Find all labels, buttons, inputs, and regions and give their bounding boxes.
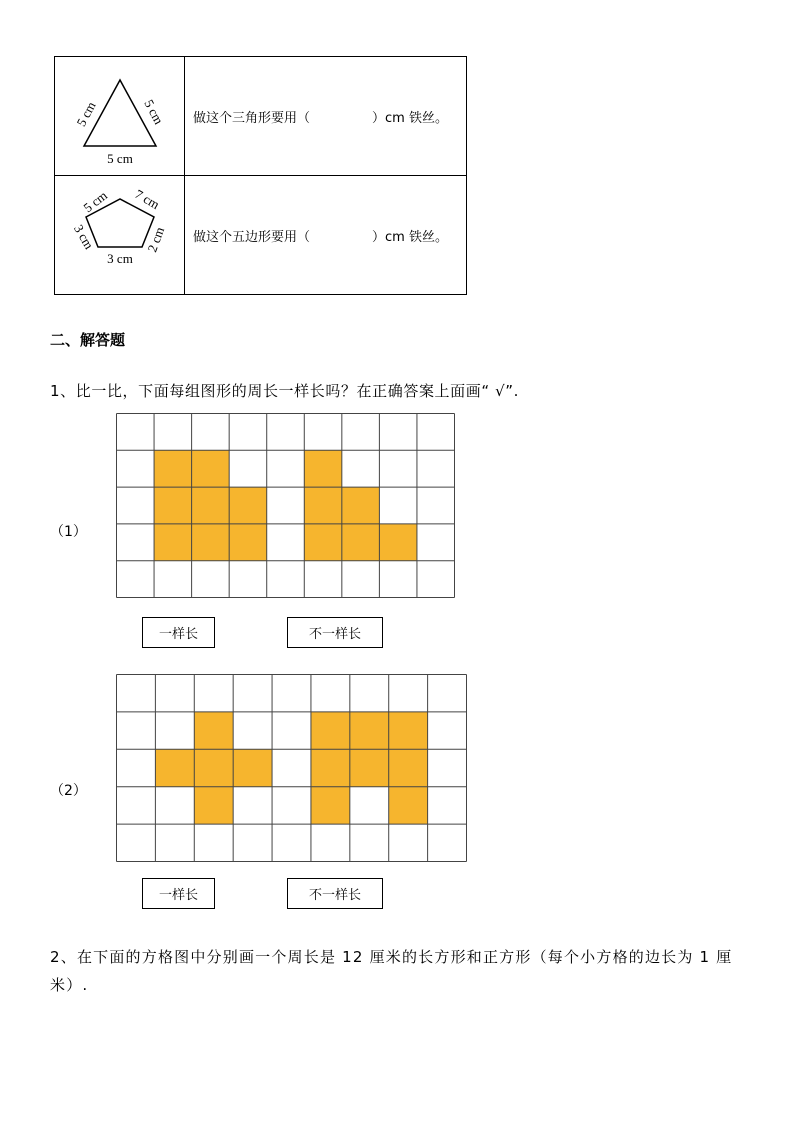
- pentagon-text-after: ）cm 铁丝。: [372, 229, 448, 245]
- triangle-left-label: 5 cm: [72, 99, 99, 129]
- filled-cell: [311, 787, 350, 824]
- filled-cell: [192, 487, 230, 524]
- filled-cell: [311, 712, 350, 749]
- filled-cell: [154, 487, 192, 524]
- square-grid: [116, 413, 455, 598]
- option-same-length-2[interactable]: 一样长: [142, 878, 215, 909]
- question-1-text: 1、比一比，下面每组图形的周长一样长吗？在正确答案上面画“ √”.: [50, 382, 519, 400]
- triangle-figure-cell: [55, 57, 185, 176]
- question-2-text: 2、在下面的方格图中分别画一个周长是 12 厘米的长方形和正方形（每个小方格的边长为 1 厘米）.: [50, 948, 733, 994]
- table-row-triangle: [55, 57, 467, 176]
- triangle-text-before: 做这个三角形要用（: [193, 110, 311, 126]
- filled-cell: [229, 487, 267, 524]
- part-1-label: （1）: [50, 524, 87, 540]
- pentagon-question: [185, 176, 467, 295]
- option-different-length-1[interactable]: 不一样长: [287, 617, 383, 648]
- filled-cell: [389, 787, 428, 824]
- filled-cell: [342, 487, 380, 524]
- pentagon-left-label: 3 cm: [70, 221, 97, 252]
- filled-cell: [192, 524, 230, 561]
- filled-cell: [155, 749, 194, 786]
- pentagon-bottom-label: 3 cm: [106, 251, 133, 266]
- filled-cell: [350, 749, 389, 786]
- filled-cell: [229, 524, 267, 561]
- filled-cell: [154, 524, 192, 561]
- section-heading: 二、解答题: [50, 331, 126, 349]
- pentagon-text-before: 做这个五边形要用（: [193, 229, 311, 245]
- filled-cell: [194, 787, 233, 824]
- pentagon-top-right-label: 7 cm: [131, 186, 162, 213]
- filled-cell: [379, 524, 417, 561]
- filled-cell: [304, 487, 342, 524]
- grid-part-2: [116, 674, 466, 861]
- option-same-length-1[interactable]: 一样长: [142, 617, 215, 648]
- filled-cell: [194, 749, 233, 786]
- pentagon-figure: [58, 179, 182, 287]
- filled-cell: [311, 749, 350, 786]
- part-2-label: （2）: [50, 783, 87, 799]
- table-row-pentagon: [55, 176, 467, 295]
- pentagon-figure-cell: [55, 176, 185, 295]
- square-grid: [116, 674, 467, 862]
- triangle-right-label: 5 cm: [140, 97, 167, 127]
- triangle-text-after: ）cm 铁丝。: [372, 110, 448, 126]
- pentagon-top-left-label: 5 cm: [80, 187, 110, 216]
- filled-cell: [389, 749, 428, 786]
- filled-cell: [154, 450, 192, 487]
- filled-cell: [350, 712, 389, 749]
- filled-cell: [342, 524, 380, 561]
- triangle-bottom-label: 5 cm: [106, 151, 133, 164]
- filled-cell: [194, 712, 233, 749]
- filled-cell: [389, 712, 428, 749]
- option-different-length-2[interactable]: 不一样长: [287, 878, 383, 909]
- triangle-question: [185, 57, 467, 176]
- filled-cell: [304, 524, 342, 561]
- filled-cell: [233, 749, 272, 786]
- triangle-figure: [60, 64, 180, 164]
- grid-part-1: [116, 413, 454, 597]
- pentagon-right-label: 2 cm: [143, 224, 167, 255]
- filled-cell: [304, 450, 342, 487]
- filled-cell: [192, 450, 230, 487]
- shape-table: [54, 56, 467, 295]
